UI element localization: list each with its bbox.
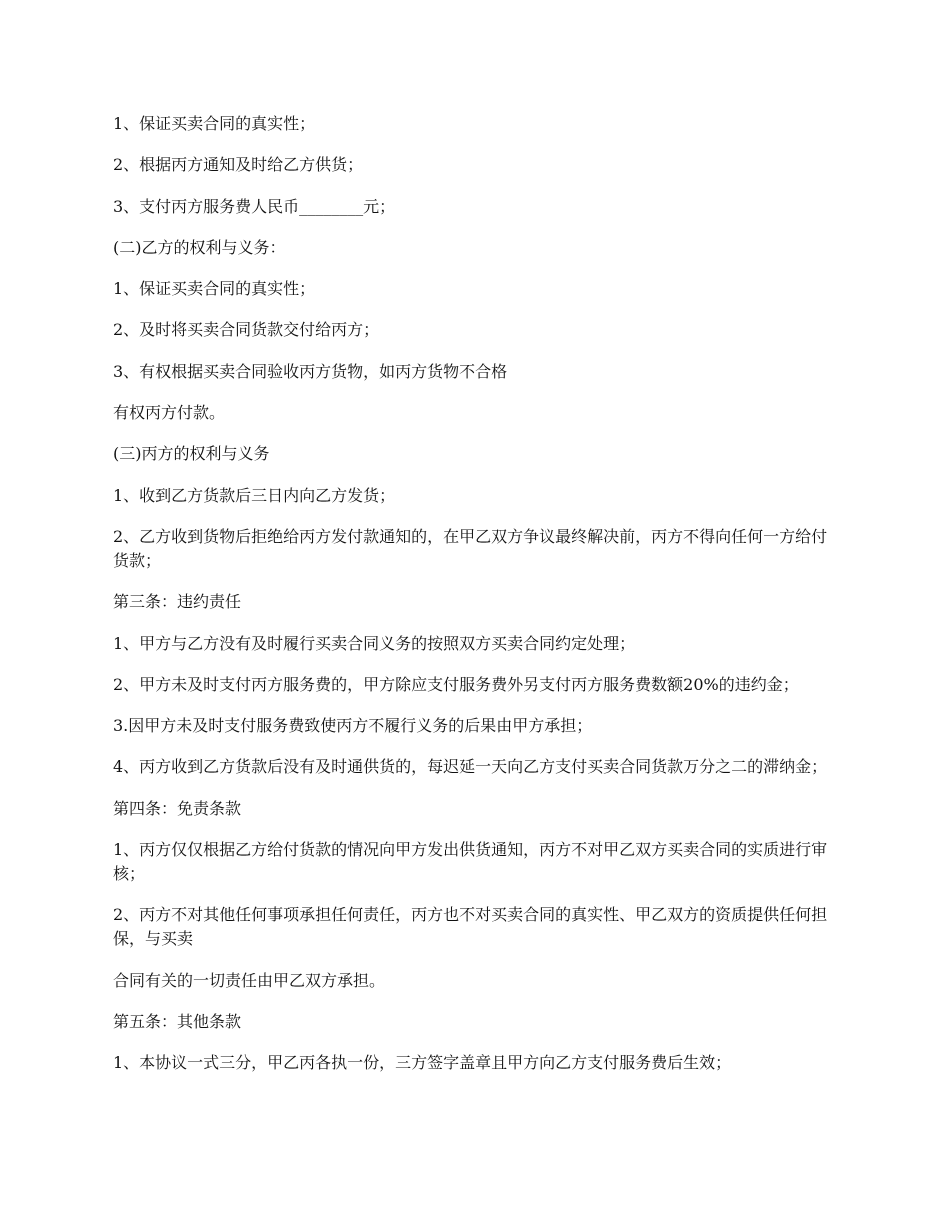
section-heading: (二)乙方的权利与义务： — [113, 237, 286, 257]
paragraph: 2、丙方不对其他任何事项承担任何责任，丙方也不对买卖合同的真实性、甲乙双方的资质提供任何担保，与买卖 — [113, 905, 828, 949]
paragraph: 1、保证买卖合同的真实性； — [113, 114, 316, 133]
paragraph: 3.因甲方未及时支付服务费致使丙方不履行义务的后果由甲方承担； — [113, 716, 593, 736]
paragraph: 1、甲方与乙方没有及时履行买卖合同义务的按照双方买卖合同约定处理； — [113, 633, 636, 653]
paragraph: 2、乙方收到货物后拒绝给丙方发付款通知的，在甲乙双方争议最终解决前，丙方不得向任何一方给付货款； — [113, 526, 828, 570]
paragraph: 2、甲方未及时支付丙方服务费的，甲方除应支付服务费外另支付丙方服务费数额20%的违约金； — [113, 674, 799, 694]
paragraph: 2、根据丙方通知及时给乙方供货； — [113, 155, 364, 175]
paragraph: 1、收到乙方货款后三日内向乙方发货； — [113, 485, 396, 505]
article-heading: 第三条：违约责任 — [113, 592, 242, 612]
paragraph: 1、本协议一式三分，甲乙丙各执一份，三方签字盖章且甲方向乙方支付服务费后生效； — [113, 1053, 732, 1073]
article-heading: 第四条：免责条款 — [113, 798, 242, 818]
article-heading: 第五条：其他条款 — [113, 1011, 242, 1031]
paragraph: 1、保证买卖合同的真实性； — [113, 279, 316, 299]
paragraph: 合同有关的一切责任由甲乙双方承担。 — [113, 970, 386, 990]
paragraph: 3、支付丙方服务费人民币________元； — [113, 196, 396, 216]
section-heading: (三)丙方的权利与义务 — [113, 444, 270, 464]
paragraph: 有权丙方付款。 — [113, 403, 226, 423]
paragraph: 4、丙方收到乙方货款后没有及时通供货的，每迟延一天向乙方支付买卖合同货款万分之二的滞纳金； — [113, 757, 828, 777]
paragraph: 3、有权根据买卖合同验收丙方货物，如丙方货物不合格 — [113, 361, 508, 381]
paragraph: 1、丙方仅仅根据乙方给付货款的情况向甲方发出供货通知，丙方不对甲乙双方买卖合同的实质进行审核； — [113, 840, 828, 884]
document-page — [113, 112, 833, 1093]
paragraph: 2、及时将买卖合同货款交付给丙方； — [113, 320, 380, 340]
